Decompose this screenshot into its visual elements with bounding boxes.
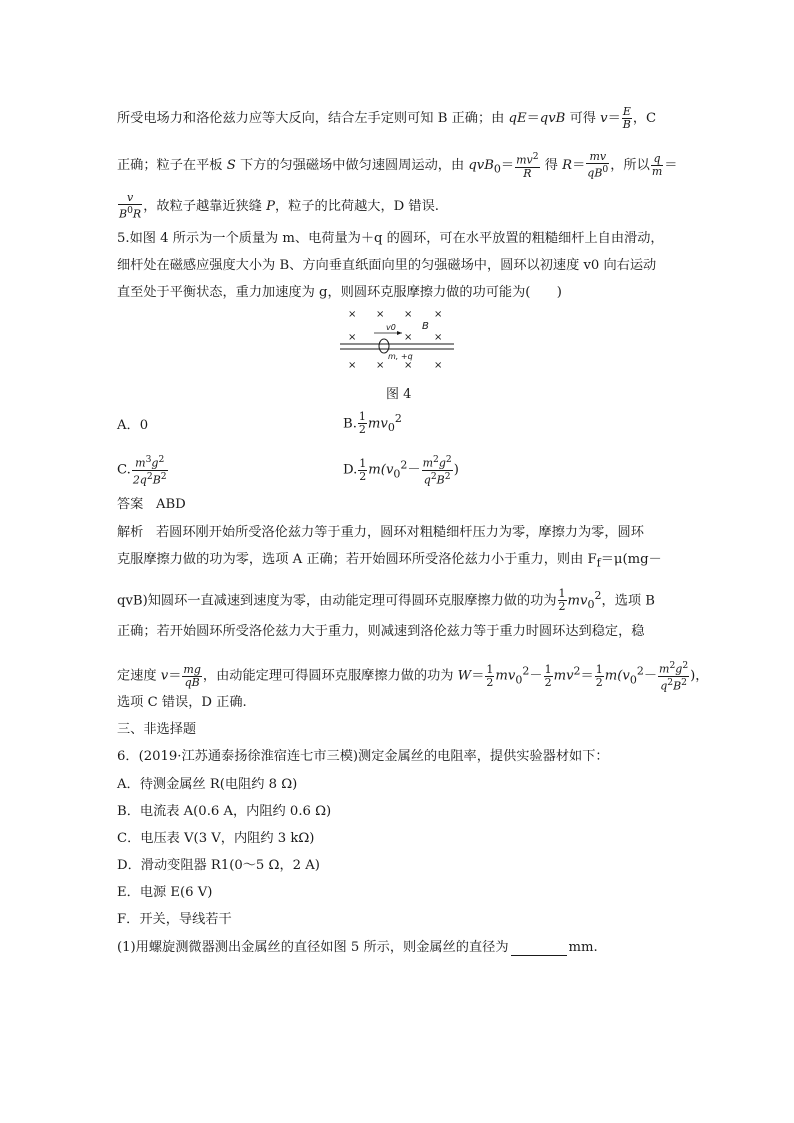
q6-sub1: (1)用螺旋测微器测出金属丝的直径如图 5 所示，则金属丝的直径为 mm.	[117, 940, 598, 955]
fraction-q-over-m: $\frac{q}{m}$	[651, 151, 663, 178]
analysis-line3: qvB)知圆环一直减速到速度为零，由动能定理可得圆环克服摩擦力做的功为 $\frac{1}{2}$ $mv_0^2$，选项 B	[117, 587, 655, 614]
fraction-mv2-over-r: $\frac{mv^2}{R}$	[516, 151, 539, 180]
figure-caption: 图 4	[386, 387, 412, 402]
q6-item-b: B．电流表 A(0.6 A，内阻约 0.6 Ω)	[117, 804, 332, 819]
option-b: B. $\frac{1}{2}$ $mv_0^2$	[343, 410, 402, 437]
field-cross: ×	[434, 360, 443, 371]
q6-stem: 6．(2019·江苏通泰扬徐淮宿连七市三模)测定金属丝的电阻率，提供实验器材如下：	[117, 749, 609, 764]
fraction-v-over-b0r: $\frac{v}{B^0R}$	[119, 191, 142, 221]
analysis-line1: 解析 若圆环刚开始所受洛伦兹力等于重力，圆环对粗糙细杆压力为零，摩擦力为零，圆环	[117, 525, 644, 540]
field-cross: ×	[348, 360, 357, 371]
answer-line: 答案 ABD	[117, 497, 186, 512]
q5-line1: 5.如图 4 所示为一个质量为 m、电荷量为＋q 的圆环，可在水平放置的粗糙细杆上自由滑动，	[117, 231, 664, 246]
ring-label: m, +q	[388, 352, 413, 361]
para1-line3: $\frac{v}{B^0R}$ ，故粒子越靠近狭缝 P，粒子的比荷越大，D 错误.	[119, 191, 440, 221]
option-c: C. $\frac{m^3g^2}{2q^2B^2}$	[117, 454, 167, 487]
option-a: A．0	[117, 418, 149, 433]
velocity-label: v0	[386, 323, 396, 332]
analysis-line2: 克服摩擦力做的功为零，选项 A 正确；若开始圆环所受洛伦兹力小于重力，则由 $F_f=\mu(mg-$	[117, 552, 662, 570]
fraction-mv-over-qb0: $\frac{mv}{qB^0}$	[587, 150, 609, 180]
field-cross: ×	[404, 332, 413, 343]
q6-item-a: A．待测金属丝 R(电阻约 8 Ω)	[117, 777, 298, 792]
field-label-b: B	[422, 321, 429, 332]
ring	[379, 339, 389, 353]
q6-item-e: E．电源 E(6 V)	[117, 885, 213, 900]
field-cross: ×	[376, 360, 385, 371]
answer-blank[interactable]	[511, 955, 567, 956]
q6-item-c: C．电压表 V(3 V，内阻约 3 kΩ)	[117, 831, 315, 846]
q5-line3: 直至处于平衡状态，重力加速度为 g，则圆环克服摩擦力做的功可能为( )	[117, 285, 562, 300]
option-d: D. $\frac{1}{2}$ $m(v_0^2-$ $\frac{m^2g^2}{q^2B^2}$ )	[343, 454, 459, 487]
field-cross: ×	[404, 360, 413, 371]
field-cross: ×	[404, 309, 413, 320]
figure-4-ring-on-rod	[338, 306, 458, 376]
fraction-e-over-b: $\frac{E}{B}$	[622, 105, 631, 131]
velocity-arrowhead	[397, 331, 402, 335]
para1-line1: 所受电场力和洛伦兹力应等大反向，结合左手定则可知 B 正确；由 qE＝qvB 可得 v＝ $\frac{E}{B}$ ，C	[117, 105, 657, 131]
q5-line2: 细杆处在磁感应强度大小为 B、方向垂直纸面向里的匀强磁场中，圆环以初速度 v0 向右运动	[117, 258, 657, 273]
analysis-line6: 选项 C 错误，D 正确.	[117, 695, 247, 710]
analysis-line4: 正确；若开始圆环所受洛伦兹力大于重力，则减速到洛伦兹力等于重力时圆环达到稳定，稳	[117, 624, 645, 639]
q6-item-f: F．开关，导线若干	[117, 912, 232, 927]
field-cross: ×	[434, 332, 443, 343]
analysis-line5: 定速度 v＝ $\frac{mg}{qB}$ ，由动能定理可得圆环克服摩擦力做的功为 W＝ $\frac{1}{2}$ $mv_0^2-$ $\frac{1}{2}$ $mv^2=$ $\frac{1}{2}$ $m(v_0^2-$ $\frac{m^2g^2}{q^2B^2}$ )，	[117, 660, 709, 693]
para1-line2: 正确；粒子在平板 S 下方的匀强磁场中做匀速圆周运动，由 qvB$_0$＝ $\frac{mv^2}{R}$ 得 R＝ $\frac{mv}{qB^0}$ ，所以 $\frac{q}{m}$ ＝	[117, 150, 678, 180]
field-cross: ×	[376, 309, 385, 320]
field-cross: ×	[434, 309, 443, 320]
section-heading: 三、非选择题	[117, 722, 197, 737]
q6-item-d: D．滑动变阻器 R1(0～5 Ω，2 A)	[117, 858, 320, 873]
field-cross: ×	[348, 332, 357, 343]
field-cross: ×	[348, 309, 357, 320]
